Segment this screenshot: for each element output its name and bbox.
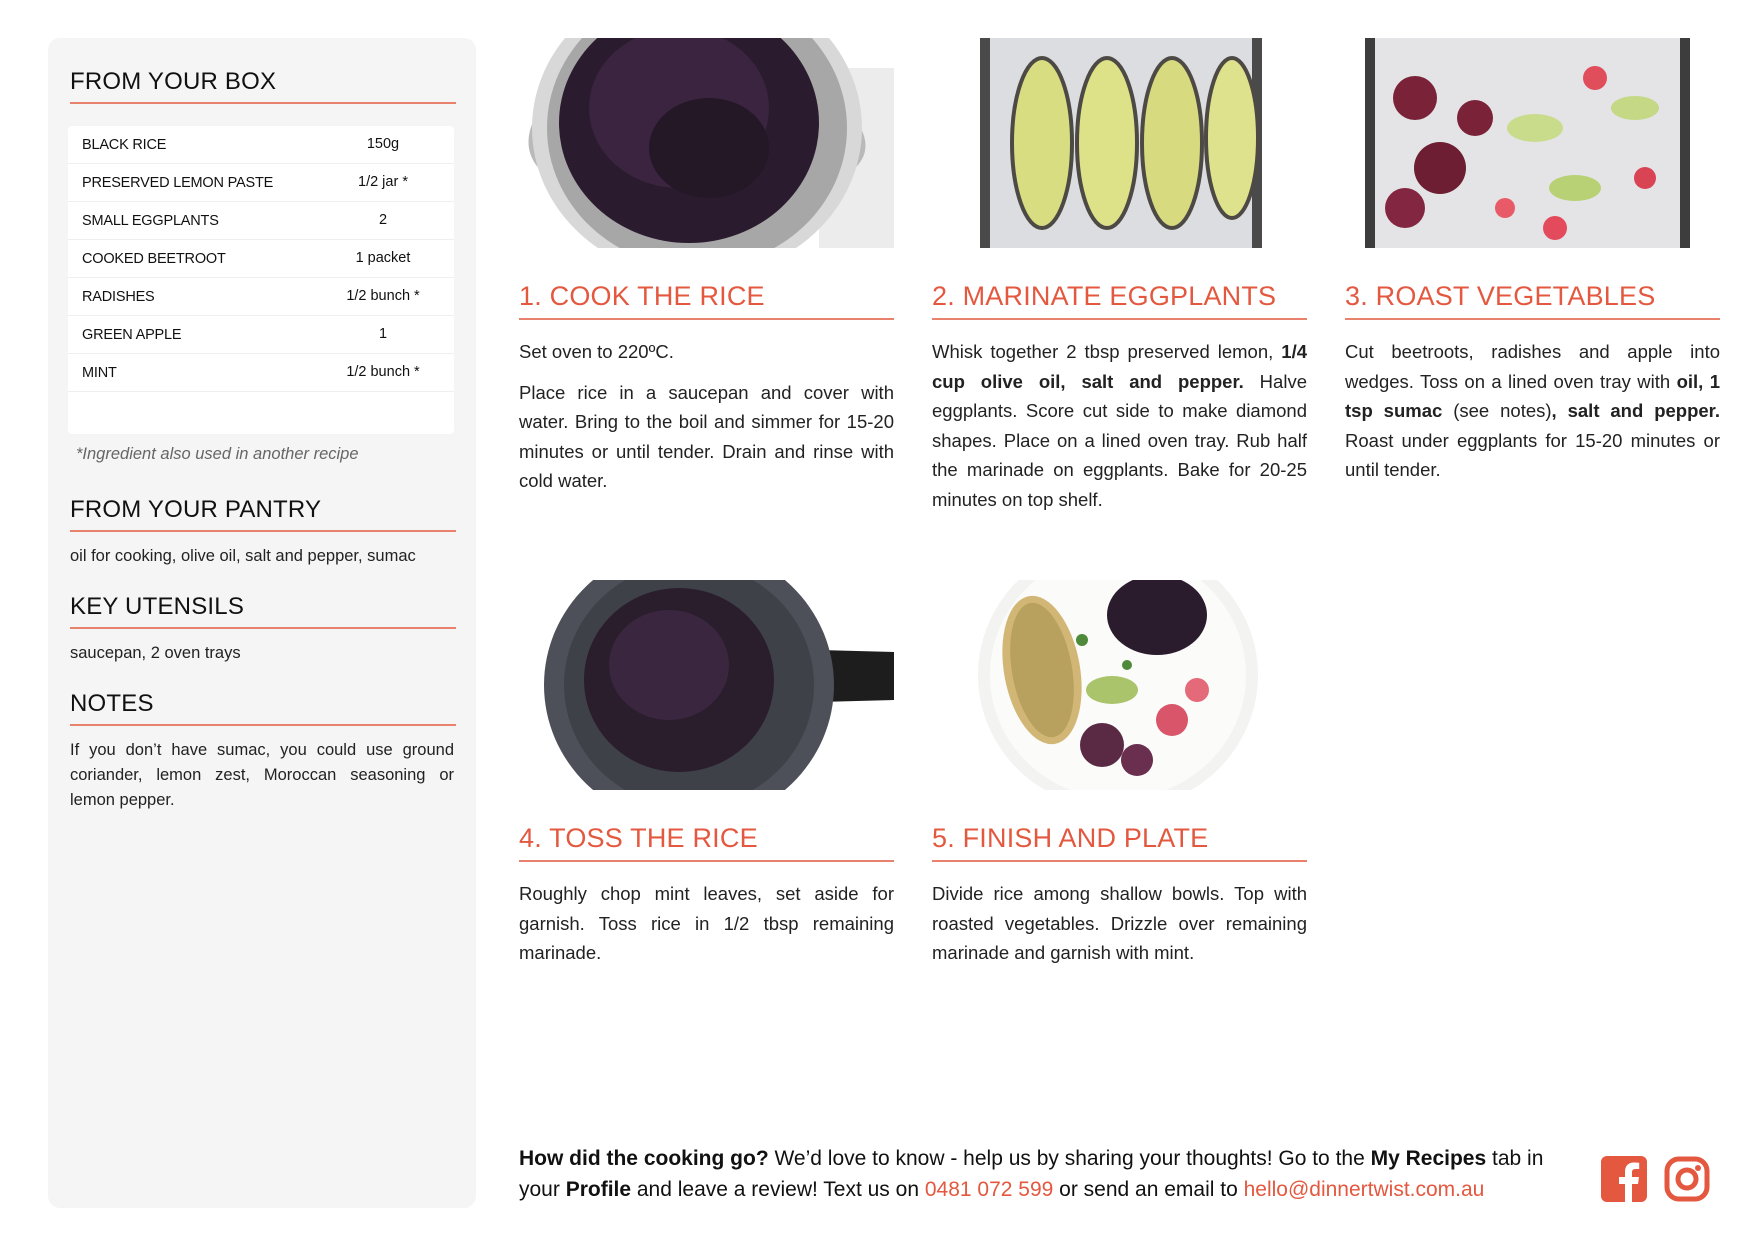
instagram-icon[interactable] [1664,1156,1710,1202]
ingredient-quantity: 1/2 bunch * [346,288,420,304]
my-recipes-tab-label: My Recipes [1370,1147,1487,1170]
step2-text-b: Halve eggplants. Score cut side to make diamond shapes. Place on a lined oven tray. Rub half the marinade on eggplants. Bake for 20-25 minutes on top shelf. [932,370,1307,510]
ingredient-name: RADISHES [82,289,155,305]
from-your-pantry-heading: FROM YOUR PANTRY [70,496,456,532]
ingredient-row [68,354,454,392]
ingredient-name: PRESERVED LEMON PASTE [82,175,274,191]
step5-text: Divide rice among shallow bowls. Top with roasted vegetables. Drizzle over remaining marinade and garnish with mint. [932,883,1307,963]
step5-photo [932,580,1307,790]
ingredient-quantity: 1 packet [355,250,411,266]
step3-text-c: Roast under eggplants for 15-20 minutes or until tender. [1345,429,1720,480]
feedback-text-a: We’d love to know - help us by sharing your thoughts! Go to the [768,1147,1371,1170]
step3-text-a: Cut beetroots, radishes and apple into wedges. Toss on a lined oven tray with [1345,341,1720,392]
ingredient-row [68,164,454,202]
step3-photo [1345,38,1720,248]
step4-photo [519,580,894,790]
ingredient-row [68,240,454,278]
step4-text: Roughly chop mint leaves, set aside for garnish. Toss rice in 1/2 tbsp remaining marinade. [519,883,894,963]
feedback-text-b: tab in your [519,1147,1544,1201]
step2-bold-a: 1/4 cup olive oil, salt and pepper. [932,341,1307,392]
from-your-box-heading: FROM YOUR BOX [70,68,456,104]
ingredient-name: GREEN APPLE [82,327,182,343]
ingredient-name: SMALL EGGPLANTS [82,213,219,229]
ingredient-row [68,278,454,316]
feedback-footer [519,1143,1589,1205]
step2-photo [932,38,1307,248]
feedback-question: How did the cooking go? [519,1147,769,1170]
ingredient-quantity: 1 [378,326,388,342]
step4-body [519,879,894,968]
step3-bold-b: , salt and pepper. [1551,400,1721,421]
plated-dish-image [932,580,1307,790]
step1-photo [519,38,894,248]
ingredients-table [68,126,454,434]
ingredient-row [68,126,454,164]
roast-vegetables-tray-image [1345,38,1720,248]
pantry-text: oil for cooking, olive oil, salt and pepper, sumac [70,547,416,565]
step4-title: 4. TOSS THE RICE [519,823,894,862]
profile-label: Profile [565,1178,632,1201]
step2-title: 2. MARINATE EGGPLANTS [932,281,1307,320]
ingredient-quantity: 2 [378,212,388,228]
ingredient-quantity: 1/2 bunch * [346,364,420,380]
ingredient-row [68,316,454,354]
ingredient-quantity: 1/2 jar * [358,174,408,190]
key-utensils-heading: KEY UTENSILS [70,593,456,629]
phone-number-link[interactable]: 0481 072 599 [924,1178,1054,1201]
step1-text-rice: Place rice in a saucepan and cover with water. Bring to the boil and simmer for 15-20 minutes or until tender. Drain and rinse with cold water. [519,381,894,491]
step3-title: 3. ROAST VEGETABLES [1345,281,1720,320]
rice-in-saucepan-image [519,580,894,790]
step1-body [519,337,894,496]
step2-text-a: Whisk together 2 tbsp preserved lemon, [932,341,1282,362]
step2-body [932,337,1307,514]
ingredient-name: COOKED BEETROOT [82,251,226,267]
step1-title: 1. COOK THE RICE [519,281,894,320]
ingredients-sidebar [48,38,476,1208]
ingredient-name: BLACK RICE [82,137,167,153]
notes-text: If you don’t have sumac, you could use ground coriander, lemon zest, Moroccan seasoning or lemon pepper. [70,741,454,809]
rice-in-strainer-image [519,38,894,248]
step5-body [932,879,1307,968]
step3-text-b: (see notes) [1442,400,1552,421]
eggplants-on-tray-image [932,38,1307,248]
feedback-text-d: or send an email to [1053,1178,1244,1201]
email-link[interactable]: hello@dinnertwist.com.au [1243,1178,1485,1201]
step1-text-preheat: Set oven to 220ºC. [519,341,674,362]
utensils-text: saucepan, 2 oven trays [70,644,241,662]
ingredient-row [68,202,454,240]
step5-title: 5. FINISH AND PLATE [932,823,1307,862]
facebook-icon[interactable] [1601,1156,1647,1202]
notes-heading: NOTES [70,690,456,726]
step3-body [1345,337,1720,485]
step3-bold-a: oil, 1 tsp sumac [1345,370,1720,421]
feedback-text-c: and leave a review! Text us on [631,1178,925,1201]
ingredient-name: MINT [82,365,117,381]
shared-ingredient-footnote: *Ingredient also used in another recipe [76,445,359,463]
ingredient-quantity: 150g [366,136,400,152]
